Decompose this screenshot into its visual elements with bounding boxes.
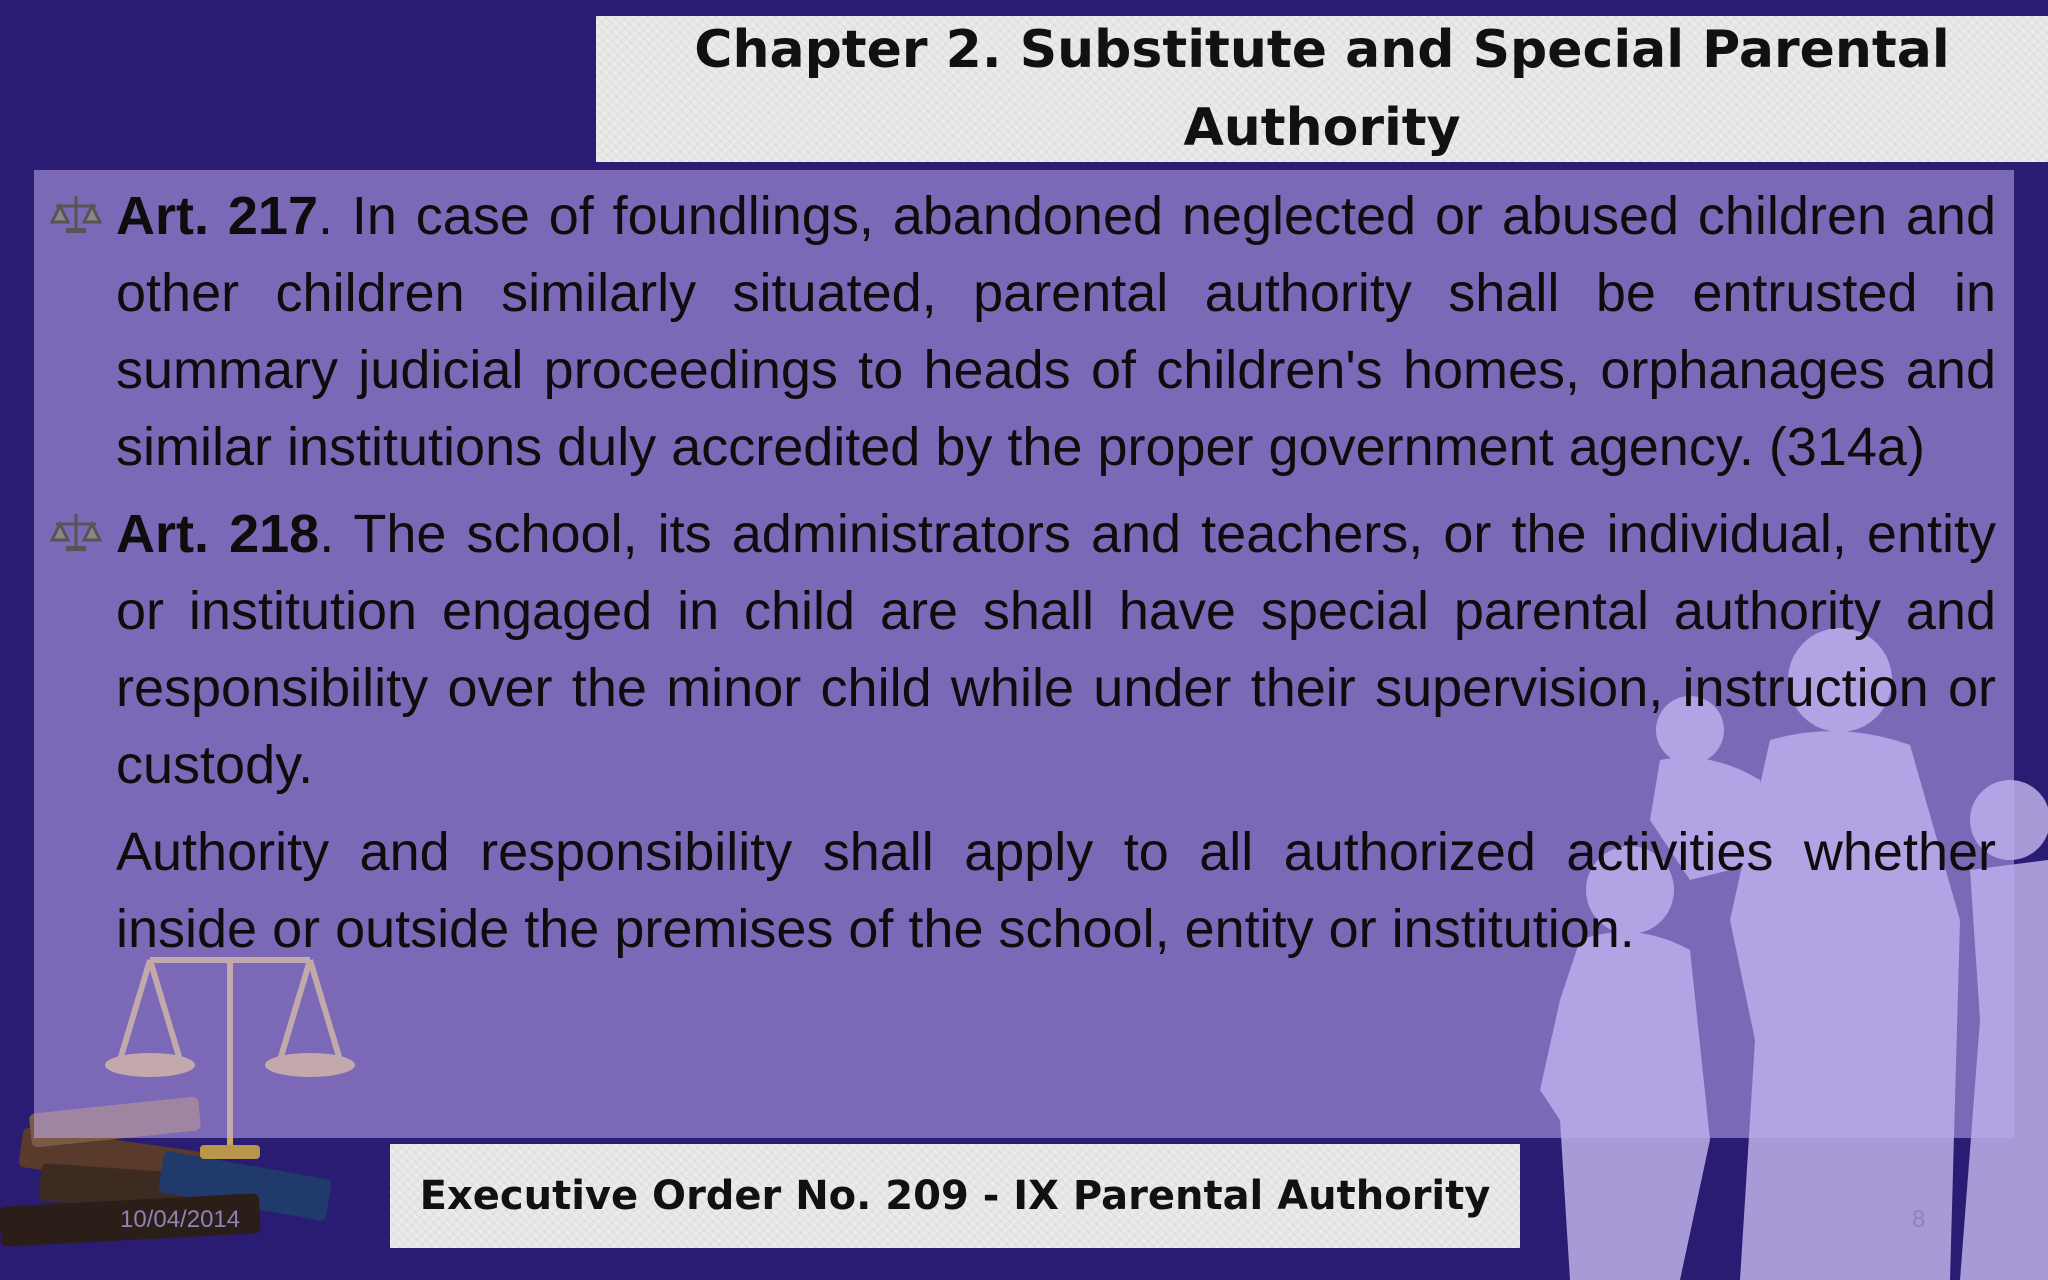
- article-text: . The school, its administrators and teachers, or the individual, entity or institution engaged in child are shall have special parental authority and responsibility over the minor child while under their supervision, instruction or custody.: [116, 504, 1996, 795]
- scales-bullet-icon: [50, 192, 102, 238]
- title-box: [596, 16, 2048, 162]
- continuation-paragraph: Authority and responsibility shall apply to all authorized activities whether inside or outside the premises of the school, entity or institution.: [116, 822, 1996, 959]
- scales-bullet-icon: [50, 510, 102, 556]
- slide-content: [116, 178, 1996, 968]
- article-text: . In case of foundlings, abandoned neglected or abused children and other children similarly situated, parental authority shall be entrusted in summary judicial proceedings to heads of children's homes, orphanages and similar institutions duly accredited by the proper government agency. (314a): [116, 186, 1996, 477]
- slide-number: 8: [1912, 1206, 1926, 1233]
- footer-box: [390, 1144, 1520, 1248]
- article-218: [116, 496, 1996, 804]
- article-label: Art. 218: [116, 504, 320, 564]
- slide-date: 10/04/2014: [120, 1206, 241, 1233]
- article-217: [116, 178, 1996, 486]
- article-label: Art. 217: [116, 186, 318, 246]
- slide-title: Chapter 2. Substitute and Special Parental Authority: [694, 20, 1950, 158]
- footer-title: Executive Order No. 209 - IX Parental Authority: [419, 1173, 1491, 1219]
